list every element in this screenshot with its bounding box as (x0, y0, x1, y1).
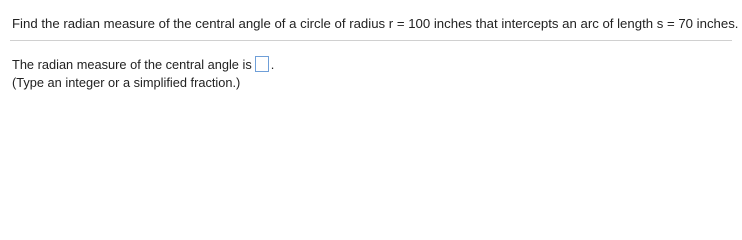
answer-suffix: . (270, 56, 275, 72)
answer-input-box[interactable] (255, 56, 269, 72)
question-text: Find the radian measure of the central angle of a circle of radius r = 100 inches that intercepts an arc of length s = 70 inches. (12, 16, 739, 31)
divider (10, 40, 732, 41)
answer-prompt: The radian measure of the central angle is (12, 56, 252, 72)
answer-hint: (Type an integer or a simplified fraction.) (12, 75, 241, 90)
answer-row (12, 55, 274, 73)
